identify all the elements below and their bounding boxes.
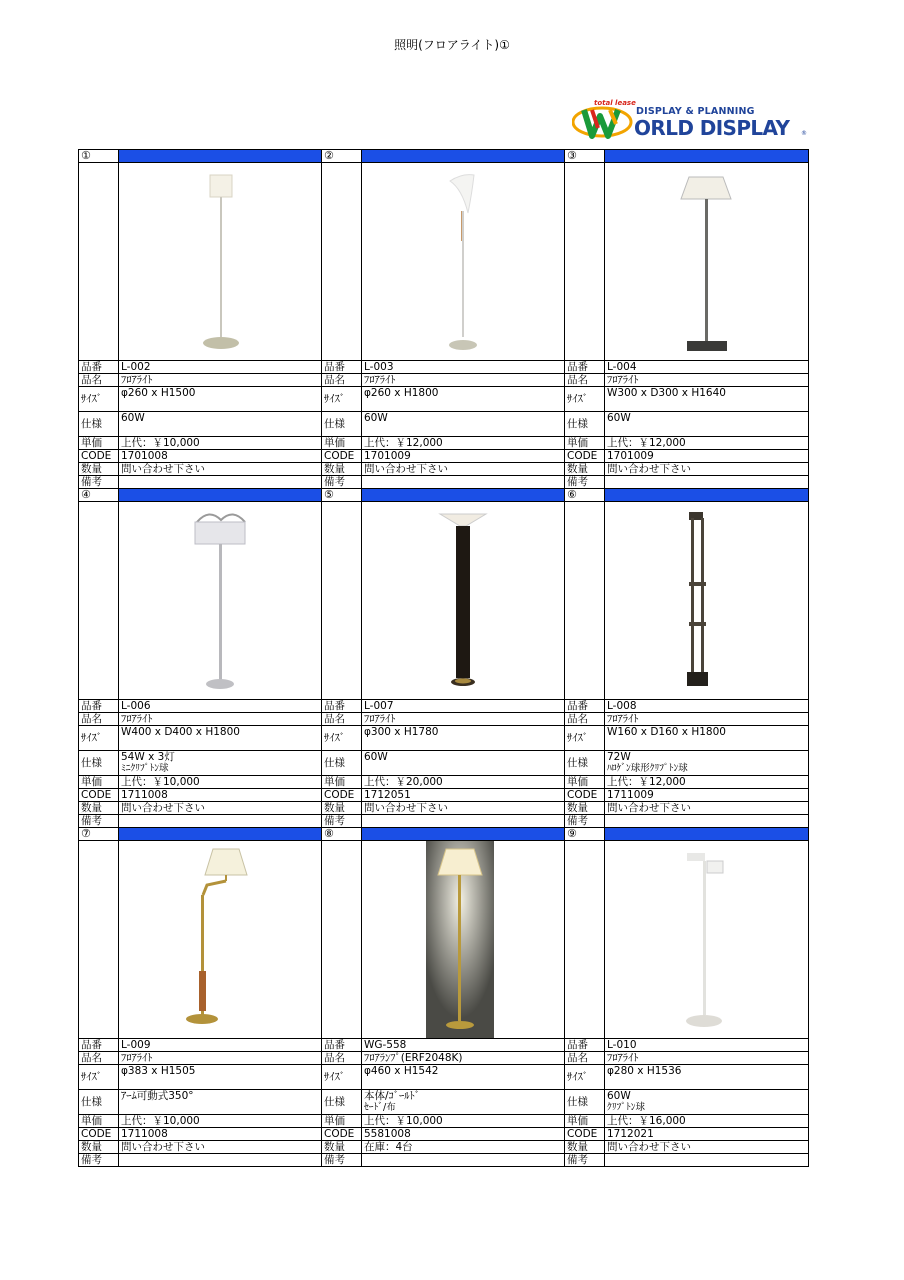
value-part_no: L-008 bbox=[605, 700, 809, 713]
value-price: 上代：￥16,000 bbox=[605, 1115, 809, 1128]
spec-line-2: ﾊﾛｹﾞﾝ球形ｸﾘﾌﾟﾄﾝ球 bbox=[607, 763, 688, 774]
value-qty: 問い合わせ下さい bbox=[119, 1141, 322, 1154]
spec-line-1: 60W bbox=[364, 751, 388, 763]
spec-line-2: ﾐﾆｸﾘﾌﾟﾄﾝ球 bbox=[121, 763, 169, 774]
spec-line-2: ｸﾘﾌﾟﾄﾝ球 bbox=[607, 1102, 646, 1113]
label-size: ｻｲｽﾞ bbox=[565, 387, 605, 412]
world-display-logo bbox=[572, 99, 807, 142]
spec-line-1: ｱｰﾑ可動式350° bbox=[121, 1090, 194, 1102]
spec-line-1: 72W bbox=[607, 751, 631, 763]
value-name: ﾌﾛｱﾗｲﾄ bbox=[362, 374, 565, 387]
floor-lamp-halogen-frame-icon bbox=[605, 502, 808, 699]
logo-tagline: total lease bbox=[594, 99, 636, 107]
value-size: W400 x D400 x H1800 bbox=[119, 726, 322, 751]
value-note bbox=[362, 476, 565, 489]
value-name: ﾌﾛｱﾗｲﾄ bbox=[119, 713, 322, 726]
product-image bbox=[605, 841, 809, 1039]
value-spec bbox=[119, 1090, 322, 1115]
label-qty: 数量 bbox=[322, 1141, 362, 1154]
logo-subtitle: DISPLAY & PLANNING bbox=[636, 106, 755, 117]
spec-line-1: 60W bbox=[121, 412, 145, 424]
label-note: 備考 bbox=[565, 1154, 605, 1167]
floor-lamp-cream-shade-icon bbox=[119, 163, 322, 360]
spec-line-1: 本体/ｺﾞｰﾙﾄﾞ bbox=[364, 1090, 421, 1102]
image-spacer bbox=[79, 163, 119, 361]
item-number: ⑥ bbox=[565, 489, 605, 502]
value-spec bbox=[119, 751, 322, 776]
label-size: ｻｲｽﾞ bbox=[322, 1065, 362, 1090]
label-name: 品名 bbox=[322, 1052, 362, 1065]
floor-lamp-chandelier-icon bbox=[119, 502, 322, 699]
value-size: φ460 x H1542 bbox=[362, 1065, 565, 1090]
value-part_no: L-006 bbox=[119, 700, 322, 713]
label-part_no: 品番 bbox=[322, 361, 362, 374]
value-price: 上代：￥12,000 bbox=[362, 437, 565, 450]
value-note bbox=[605, 815, 809, 828]
value-name: ﾌﾛｱﾗｲﾄ bbox=[605, 1052, 809, 1065]
value-name: ﾌﾛｱﾗﾝﾌﾟ(ERF2048K) bbox=[362, 1052, 565, 1065]
image-spacer bbox=[322, 163, 362, 361]
label-name: 品名 bbox=[565, 1052, 605, 1065]
label-qty: 数量 bbox=[322, 802, 362, 815]
value-code: 1701009 bbox=[362, 450, 565, 463]
label-name: 品名 bbox=[79, 374, 119, 387]
label-size: ｻｲｽﾞ bbox=[322, 387, 362, 412]
image-spacer bbox=[565, 502, 605, 700]
floor-lamp-square-base-icon bbox=[605, 163, 808, 360]
label-spec: 仕様 bbox=[565, 1090, 605, 1115]
value-spec bbox=[362, 1090, 565, 1115]
label-code: CODE bbox=[79, 789, 119, 802]
label-spec: 仕様 bbox=[79, 1090, 119, 1115]
label-spec: 仕様 bbox=[79, 412, 119, 437]
label-spec: 仕様 bbox=[322, 1090, 362, 1115]
value-note bbox=[119, 476, 322, 489]
label-name: 品名 bbox=[565, 374, 605, 387]
product-image bbox=[605, 502, 809, 700]
image-spacer bbox=[322, 841, 362, 1039]
value-qty: 問い合わせ下さい bbox=[605, 1141, 809, 1154]
value-spec bbox=[362, 751, 565, 776]
product-image bbox=[119, 502, 322, 700]
item-header-bar bbox=[362, 828, 565, 841]
value-size: φ260 x H1800 bbox=[362, 387, 565, 412]
label-price: 単価 bbox=[565, 437, 605, 450]
value-price: 上代：￥12,000 bbox=[605, 776, 809, 789]
label-part_no: 品番 bbox=[79, 361, 119, 374]
product-image bbox=[119, 841, 322, 1039]
value-spec bbox=[119, 412, 322, 437]
value-code: 1711008 bbox=[119, 1128, 322, 1141]
label-spec: 仕様 bbox=[322, 412, 362, 437]
value-price: 上代：￥10,000 bbox=[119, 437, 322, 450]
label-name: 品名 bbox=[322, 374, 362, 387]
value-name: ﾌﾛｱﾗｲﾄ bbox=[605, 374, 809, 387]
label-qty: 数量 bbox=[79, 463, 119, 476]
image-spacer bbox=[322, 502, 362, 700]
value-code: 1712021 bbox=[605, 1128, 809, 1141]
label-name: 品名 bbox=[565, 713, 605, 726]
image-spacer bbox=[565, 841, 605, 1039]
item-header-bar bbox=[119, 489, 322, 502]
label-note: 備考 bbox=[565, 815, 605, 828]
value-part_no: L-002 bbox=[119, 361, 322, 374]
spec-line-1: 54W x 3灯 bbox=[121, 751, 175, 763]
value-qty: 問い合わせ下さい bbox=[119, 463, 322, 476]
label-spec: 仕様 bbox=[565, 751, 605, 776]
label-price: 単価 bbox=[565, 776, 605, 789]
value-code: 1701009 bbox=[605, 450, 809, 463]
value-part_no: L-007 bbox=[362, 700, 565, 713]
value-size: φ383 x H1505 bbox=[119, 1065, 322, 1090]
label-code: CODE bbox=[79, 1128, 119, 1141]
value-name: ﾌﾛｱﾗｲﾄ bbox=[362, 713, 565, 726]
label-price: 単価 bbox=[79, 776, 119, 789]
label-note: 備考 bbox=[322, 476, 362, 489]
item-header-bar bbox=[605, 489, 809, 502]
value-size: φ280 x H1536 bbox=[605, 1065, 809, 1090]
label-note: 備考 bbox=[322, 1154, 362, 1167]
product-image bbox=[362, 163, 565, 361]
item-header-bar bbox=[362, 489, 565, 502]
image-spacer bbox=[79, 841, 119, 1039]
label-code: CODE bbox=[565, 450, 605, 463]
value-note bbox=[605, 1154, 809, 1167]
value-note bbox=[605, 476, 809, 489]
label-note: 備考 bbox=[79, 1154, 119, 1167]
floor-lamp-black-column-icon bbox=[362, 502, 565, 699]
label-code: CODE bbox=[322, 1128, 362, 1141]
item-header-bar bbox=[605, 828, 809, 841]
floor-lamp-white-twin-icon bbox=[605, 841, 808, 1038]
value-note bbox=[362, 815, 565, 828]
product-table bbox=[78, 149, 809, 1167]
value-spec bbox=[605, 412, 809, 437]
label-qty: 数量 bbox=[79, 1141, 119, 1154]
label-price: 単価 bbox=[322, 776, 362, 789]
value-qty: 問い合わせ下さい bbox=[605, 463, 809, 476]
floor-lamp-calla-icon bbox=[362, 163, 565, 360]
item-number: ③ bbox=[565, 150, 605, 163]
value-size: W160 x D160 x H1800 bbox=[605, 726, 809, 751]
label-price: 単価 bbox=[79, 437, 119, 450]
label-spec: 仕様 bbox=[565, 412, 605, 437]
value-note bbox=[119, 815, 322, 828]
value-spec bbox=[605, 1090, 809, 1115]
label-size: ｻｲｽﾞ bbox=[322, 726, 362, 751]
value-qty: 問い合わせ下さい bbox=[605, 802, 809, 815]
label-size: ｻｲｽﾞ bbox=[565, 726, 605, 751]
w-logo-icon bbox=[572, 104, 636, 140]
value-size: φ300 x H1780 bbox=[362, 726, 565, 751]
spec-line-1: 60W bbox=[364, 412, 388, 424]
label-code: CODE bbox=[565, 1128, 605, 1141]
label-part_no: 品番 bbox=[565, 700, 605, 713]
value-part_no: L-009 bbox=[119, 1039, 322, 1052]
label-code: CODE bbox=[79, 450, 119, 463]
label-part_no: 品番 bbox=[322, 1039, 362, 1052]
page-title: 照明(フロアライト)① bbox=[394, 38, 510, 52]
item-number: ⑧ bbox=[322, 828, 362, 841]
image-spacer bbox=[79, 502, 119, 700]
floor-lamp-swing-arm-icon bbox=[119, 841, 322, 1038]
label-note: 備考 bbox=[79, 815, 119, 828]
product-image bbox=[605, 163, 809, 361]
label-qty: 数量 bbox=[565, 1141, 605, 1154]
value-code: 5581008 bbox=[362, 1128, 565, 1141]
value-code: 1712051 bbox=[362, 789, 565, 802]
value-code: 1711008 bbox=[119, 789, 322, 802]
value-spec bbox=[605, 751, 809, 776]
value-code: 1701008 bbox=[119, 450, 322, 463]
item-number: ② bbox=[322, 150, 362, 163]
label-size: ｻｲｽﾞ bbox=[565, 1065, 605, 1090]
spec-line-2: ｾｰﾄﾞ/布 bbox=[364, 1102, 396, 1113]
label-part_no: 品番 bbox=[79, 700, 119, 713]
value-size: φ260 x H1500 bbox=[119, 387, 322, 412]
label-size: ｻｲｽﾞ bbox=[79, 1065, 119, 1090]
item-number: ⑨ bbox=[565, 828, 605, 841]
image-spacer bbox=[565, 163, 605, 361]
logo-registered: ® bbox=[801, 130, 807, 137]
label-price: 単価 bbox=[565, 1115, 605, 1128]
value-part_no: L-010 bbox=[605, 1039, 809, 1052]
label-price: 単価 bbox=[79, 1115, 119, 1128]
value-part_no: L-003 bbox=[362, 361, 565, 374]
label-spec: 仕様 bbox=[322, 751, 362, 776]
product-image bbox=[362, 841, 565, 1039]
label-note: 備考 bbox=[322, 815, 362, 828]
value-name: ﾌﾛｱﾗｲﾄ bbox=[119, 1052, 322, 1065]
value-qty: 問い合わせ下さい bbox=[362, 463, 565, 476]
item-number: ① bbox=[79, 150, 119, 163]
value-qty: 在庫：4台 bbox=[362, 1141, 565, 1154]
label-part_no: 品番 bbox=[565, 1039, 605, 1052]
item-number: ⑤ bbox=[322, 489, 362, 502]
label-name: 品名 bbox=[79, 713, 119, 726]
value-size: W300 x D300 x H1640 bbox=[605, 387, 809, 412]
product-image bbox=[362, 502, 565, 700]
value-part_no: WG-558 bbox=[362, 1039, 565, 1052]
spec-line-1: 60W bbox=[607, 412, 631, 424]
value-name: ﾌﾛｱﾗｲﾄ bbox=[605, 713, 809, 726]
item-header-bar bbox=[119, 828, 322, 841]
label-code: CODE bbox=[565, 789, 605, 802]
floor-lamp-gold-lit-icon bbox=[362, 841, 565, 1038]
value-part_no: L-004 bbox=[605, 361, 809, 374]
value-price: 上代：￥12,000 bbox=[605, 437, 809, 450]
label-qty: 数量 bbox=[322, 463, 362, 476]
label-qty: 数量 bbox=[565, 463, 605, 476]
label-code: CODE bbox=[322, 789, 362, 802]
label-price: 単価 bbox=[322, 437, 362, 450]
value-price: 上代：￥10,000 bbox=[119, 1115, 322, 1128]
value-code: 1711009 bbox=[605, 789, 809, 802]
spec-line-1: 60W bbox=[607, 1090, 631, 1102]
value-note bbox=[119, 1154, 322, 1167]
item-number: ④ bbox=[79, 489, 119, 502]
label-qty: 数量 bbox=[79, 802, 119, 815]
value-qty: 問い合わせ下さい bbox=[119, 802, 322, 815]
label-size: ｻｲｽﾞ bbox=[79, 726, 119, 751]
value-price: 上代：￥20,000 bbox=[362, 776, 565, 789]
label-note: 備考 bbox=[565, 476, 605, 489]
label-part_no: 品番 bbox=[79, 1039, 119, 1052]
label-name: 品名 bbox=[322, 713, 362, 726]
item-header-bar bbox=[605, 150, 809, 163]
value-qty: 問い合わせ下さい bbox=[362, 802, 565, 815]
logo-name: ORLD DISPLAY bbox=[634, 116, 790, 140]
label-part_no: 品番 bbox=[322, 700, 362, 713]
label-qty: 数量 bbox=[565, 802, 605, 815]
item-header-bar bbox=[119, 150, 322, 163]
label-code: CODE bbox=[322, 450, 362, 463]
label-price: 単価 bbox=[322, 1115, 362, 1128]
item-number: ⑦ bbox=[79, 828, 119, 841]
value-note bbox=[362, 1154, 565, 1167]
value-price: 上代：￥10,000 bbox=[362, 1115, 565, 1128]
item-header-bar bbox=[362, 150, 565, 163]
product-image bbox=[119, 163, 322, 361]
label-note: 備考 bbox=[79, 476, 119, 489]
value-price: 上代：￥10,000 bbox=[119, 776, 322, 789]
value-spec bbox=[362, 412, 565, 437]
label-part_no: 品番 bbox=[565, 361, 605, 374]
value-name: ﾌﾛｱﾗｲﾄ bbox=[119, 374, 322, 387]
label-name: 品名 bbox=[79, 1052, 119, 1065]
label-size: ｻｲｽﾞ bbox=[79, 387, 119, 412]
label-spec: 仕様 bbox=[79, 751, 119, 776]
